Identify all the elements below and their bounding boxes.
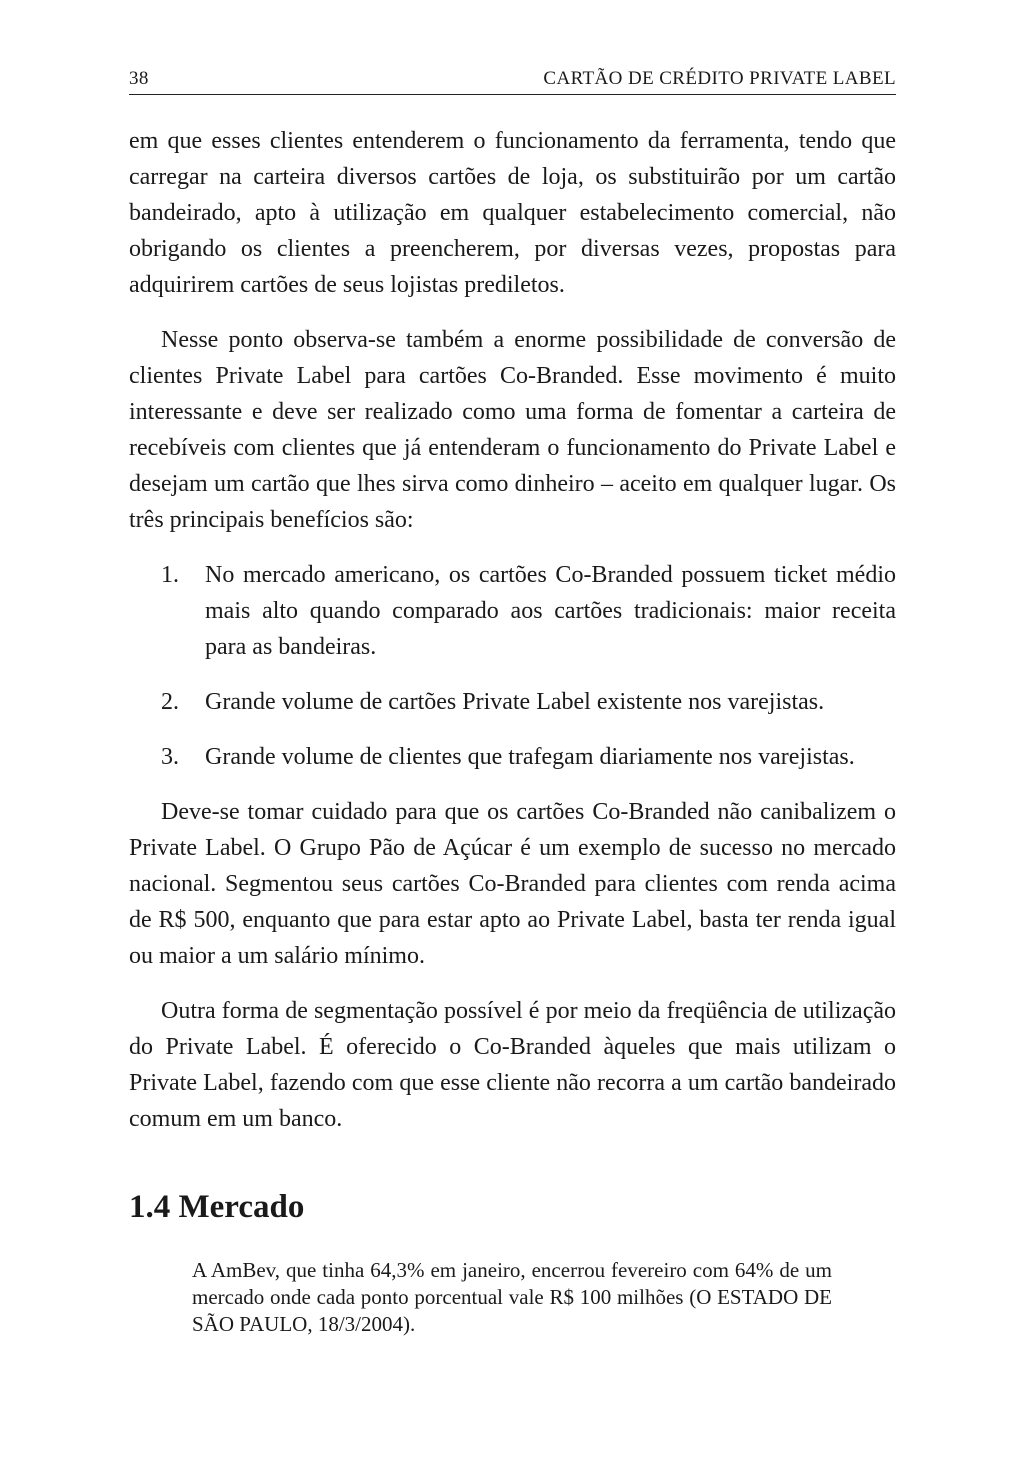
list-item-number: 1.: [161, 562, 179, 588]
list-item: [129, 684, 896, 720]
paragraph-cannibalization: Deve-se tomar cuidado para que os cartões Co-Branded não canibalizem o Private Label. O Grupo Pão de Açúcar é um exemplo de sucesso no mercado nacional. Segmentou seus cartões Co-Branded para clientes com renda acima de R$ 500, enquanto que para estar apto ao Private Label, basta ter renda igual ou maior a um salário mínimo.: [129, 799, 896, 969]
section-heading: 1.4 Mercado: [129, 1189, 305, 1225]
block-quote: A AmBev, que tinha 64,3% em janeiro, encerrou fevereiro com 64% de um mercado onde cada ponto porcentual vale R$ 100 milhões (O ESTADO DE SÃO PAULO, 18/3/2004).: [192, 1258, 832, 1336]
list-item: [129, 557, 896, 665]
benefits-list: [129, 557, 896, 775]
list-item-number: 2.: [161, 689, 179, 715]
list-item-number: 3.: [161, 744, 179, 770]
page-number: 38: [129, 68, 149, 89]
running-header: [129, 66, 896, 95]
paragraph-conversion: Nesse ponto observa-se também a enorme possibilidade de conversão de clientes Private Label para cartões Co-Branded. Esse movimento é muito interessante e deve ser realizado como uma forma de fomentar a carteira de recebíveis com clientes que já entenderam o funcionamento do Private Label e desejam um cartão que lhes sirva como dinheiro – aceito em qualquer lugar. Os três principais benefícios são:: [129, 327, 896, 533]
list-item-text: Grande volume de cartões Private Label existente nos varejistas.: [205, 689, 825, 715]
paragraph-segmentation: Outra forma de segmentação possível é por meio da freqüência de utilização do Private Label. É oferecido o Co-Branded àqueles que mais utilizam o Private Label, fazendo com que esse cliente não recorra a um cartão bandeirado comum em um banco.: [129, 998, 896, 1132]
list-item-text: No mercado americano, os cartões Co-Branded possuem ticket médio mais alto quando comparado aos cartões tradicionais: maior receita para as bandeiras.: [205, 562, 896, 660]
body-text: [129, 123, 896, 1156]
running-title: CARTÃO DE CRÉDITO PRIVATE LABEL: [543, 68, 896, 89]
list-item-text: Grande volume de clientes que trafegam diariamente nos varejistas.: [205, 744, 855, 770]
list-item: [129, 739, 896, 775]
paragraph-continued: em que esses clientes entenderem o funcionamento da ferramenta, tendo que carregar na carteira diversos cartões de loja, os substituirão por um cartão bandeirado, apto à utilização em qualquer estabelecimento comercial, não obrigando os clientes a preencherem, por diversas vezes, propostas para adquirirem cartões de seus lojistas prediletos.: [129, 128, 896, 298]
